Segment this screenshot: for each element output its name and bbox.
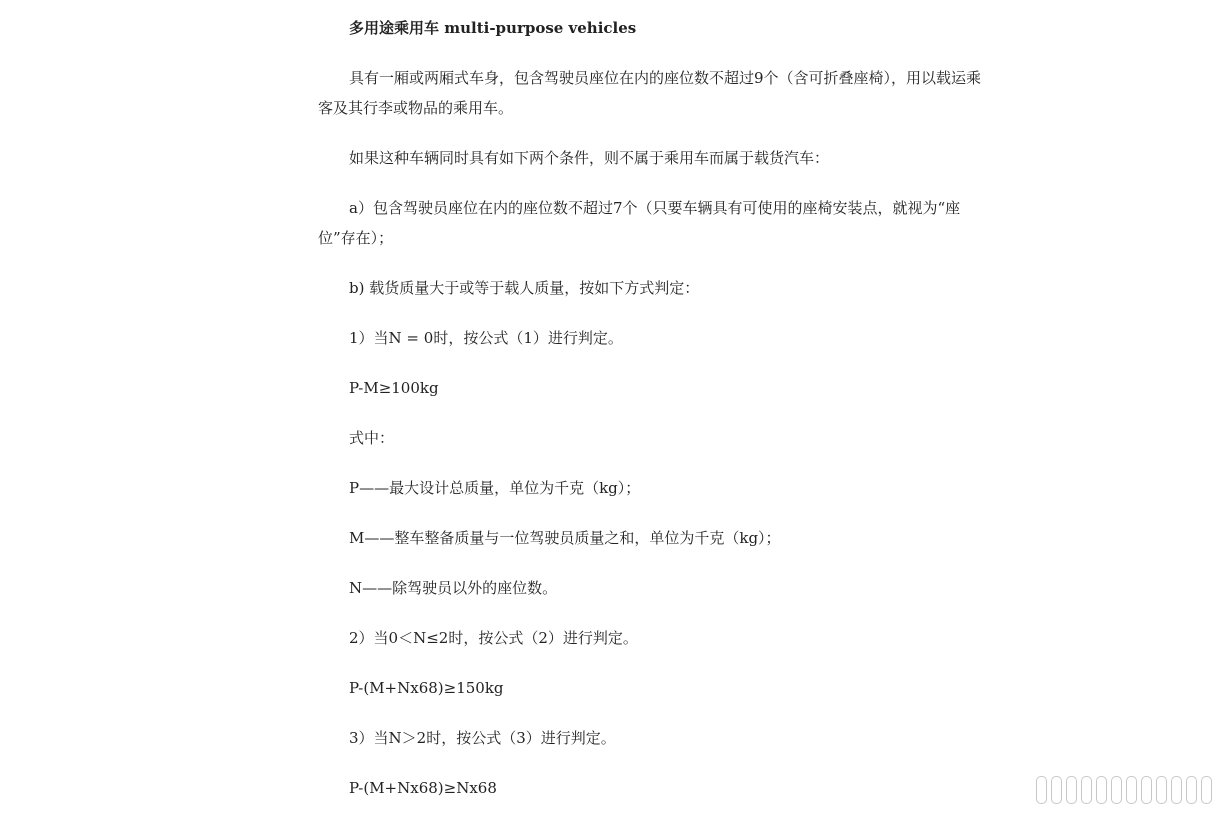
paragraph-condition-b: b) 载货质量大于或等于载人质量，按如下方式判定： xyxy=(349,279,700,297)
formula-1: P-M≥100kg xyxy=(349,379,439,397)
definition-m: M——整车整备质量与一位驾驶员质量之和，单位为千克（kg）； xyxy=(349,529,781,547)
paragraph-where: 式中： xyxy=(349,429,395,447)
paragraph-condition-a: a）包含驾驶员座位在内的座位数不超过7个（只要车辆具有可使用的座椅安装点，就视为“座位”存在）； xyxy=(318,199,961,247)
definition-n: N——除驾驶员以外的座位数。 xyxy=(349,579,558,597)
formula-3: P-(M+Nx68)≥Nx68 xyxy=(349,779,497,797)
paragraph-case-1: 1）当N = 0时，按公式（1）进行判定。 xyxy=(349,329,623,347)
paragraph-conditions-intro: 如果这种车辆同时具有如下两个条件，则不属于乘用车而属于载货汽车： xyxy=(349,149,830,167)
formula-2: P-(M+Nx68)≥150kg xyxy=(349,679,504,697)
paragraph-case-2: 2）当0＜N≤2时，按公式（2）进行判定。 xyxy=(349,629,638,647)
paragraph-definition: 具有一厢或两厢式车身，包含驾驶员座位在内的座位数不超过9个（含可折叠座椅），用以载运乘客及其行李或物品的乘用车。 xyxy=(318,69,982,117)
paragraph-case-3: 3）当N＞2时，按公式（3）进行判定。 xyxy=(349,729,616,747)
striped-watermark-icon xyxy=(1032,774,1222,808)
definition-p: P——最大设计总质量，单位为千克（kg）； xyxy=(349,479,641,497)
document-title: 多用途乘用车 multi-purpose vehicles xyxy=(349,19,637,37)
